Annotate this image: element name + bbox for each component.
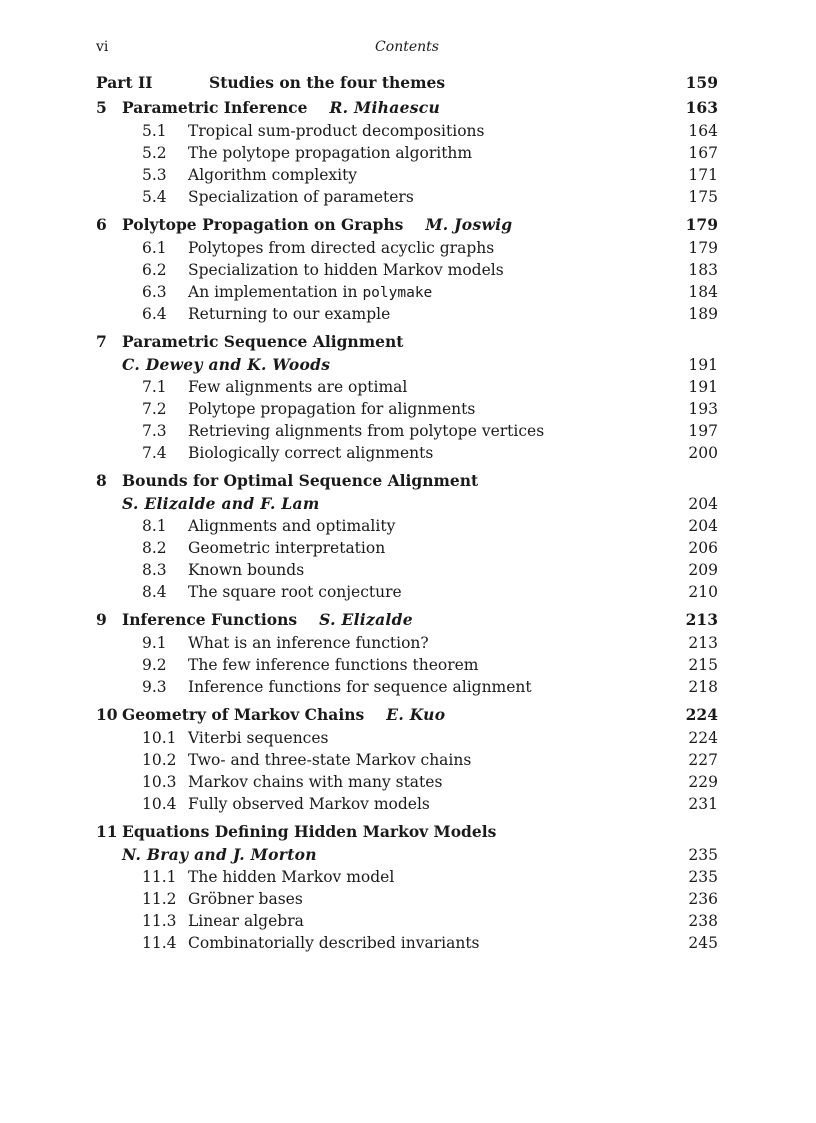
section-number: 8.2 bbox=[142, 539, 167, 557]
section-entry bbox=[96, 749, 718, 771]
section-page: 224 bbox=[688, 729, 718, 747]
chapter-number: 7 bbox=[96, 332, 107, 351]
section-number: 7.4 bbox=[142, 444, 167, 462]
section-title: Markov chains with many states bbox=[188, 773, 443, 791]
section-title: The few inference functions theorem bbox=[188, 656, 479, 674]
section-number: 10.1 bbox=[142, 729, 177, 747]
chapter-author: R. Mihaescu bbox=[329, 98, 441, 117]
section-number: 5.4 bbox=[142, 188, 167, 206]
section-entry bbox=[96, 515, 718, 537]
section-page: 200 bbox=[688, 444, 718, 462]
chapter-heading bbox=[96, 95, 718, 120]
section-number: 11.4 bbox=[142, 934, 177, 952]
section-number: 11.2 bbox=[142, 890, 177, 908]
section-page: 236 bbox=[688, 890, 718, 908]
section-title: Viterbi sequences bbox=[188, 729, 329, 747]
part-page: 159 bbox=[685, 73, 718, 92]
section-title: Inference functions for sequence alignment bbox=[188, 678, 532, 696]
section-number: 8.4 bbox=[142, 583, 167, 601]
section-number: 11.3 bbox=[142, 912, 177, 930]
chapter-page: 179 bbox=[685, 215, 718, 234]
section-page: 183 bbox=[688, 261, 718, 279]
section-entry bbox=[96, 398, 718, 420]
chapter-page: 191 bbox=[688, 356, 718, 374]
section-number: 8.1 bbox=[142, 517, 167, 535]
part-label: Part II bbox=[96, 73, 153, 92]
section-title: Polytopes from directed acyclic graphs bbox=[188, 239, 495, 257]
section-page: 209 bbox=[688, 561, 718, 579]
chapter-author: S. Elizalde and F. Lam bbox=[122, 494, 320, 513]
section-entry bbox=[96, 866, 718, 888]
section-entry bbox=[96, 537, 718, 559]
chapter-author: N. Bray and J. Morton bbox=[122, 845, 317, 864]
section-number: 7.2 bbox=[142, 400, 167, 418]
chapter-heading bbox=[96, 329, 718, 354]
section-title: Biologically correct alignments bbox=[188, 444, 434, 462]
section-entry bbox=[96, 654, 718, 676]
page-number: vi bbox=[96, 39, 109, 55]
section-page: 197 bbox=[688, 422, 718, 440]
section-title: Two- and three-state Markov chains bbox=[188, 751, 472, 769]
section-page: 229 bbox=[688, 773, 718, 791]
chapter-page: 213 bbox=[685, 610, 718, 629]
section-page: 164 bbox=[688, 122, 718, 140]
section-number: 6.1 bbox=[142, 239, 167, 257]
section-title: The square root conjecture bbox=[188, 583, 402, 601]
section-page: 189 bbox=[688, 305, 718, 323]
section-title: What is an inference function? bbox=[188, 634, 429, 652]
section-page: 193 bbox=[688, 400, 718, 418]
section-title: Specialization of parameters bbox=[188, 188, 414, 206]
section-title: Polytope propagation for alignments bbox=[188, 400, 476, 418]
section-title: Returning to our example bbox=[188, 305, 391, 323]
section-number: 9.3 bbox=[142, 678, 167, 696]
chapter-heading bbox=[96, 702, 718, 727]
section-title: Combinatorially described invariants bbox=[188, 934, 480, 952]
chapter-author: M. Joswig bbox=[425, 215, 513, 234]
section-number: 6.3 bbox=[142, 283, 167, 301]
section-number: 10.2 bbox=[142, 751, 177, 769]
section-entry bbox=[96, 559, 718, 581]
chapter-number: 8 bbox=[96, 471, 107, 490]
chapter-heading bbox=[96, 468, 718, 493]
section-number: 5.3 bbox=[142, 166, 167, 184]
chapter-author: C. Dewey and K. Woods bbox=[122, 355, 331, 374]
section-title: Specialization to hidden Markov models bbox=[188, 261, 504, 279]
section-page: 204 bbox=[688, 517, 718, 535]
section-title: Linear algebra bbox=[188, 912, 304, 930]
chapter-title: Inference Functions bbox=[122, 610, 298, 629]
section-entry bbox=[96, 281, 718, 303]
section-page: 210 bbox=[688, 583, 718, 601]
section-entry bbox=[96, 376, 718, 398]
section-page: 245 bbox=[688, 934, 718, 952]
chapter-heading bbox=[96, 212, 718, 237]
chapter-number: 6 bbox=[96, 215, 107, 234]
section-title: An implementation in bbox=[188, 283, 358, 301]
section-number: 10.4 bbox=[142, 795, 177, 813]
section-entry bbox=[96, 120, 718, 142]
chapter-title: Parametric Inference bbox=[122, 98, 308, 117]
section-entry bbox=[96, 676, 718, 698]
section-title: Alignments and optimality bbox=[188, 517, 396, 535]
section-entry bbox=[96, 793, 718, 815]
running-title: Contents bbox=[375, 39, 439, 55]
section-page: 227 bbox=[688, 751, 718, 769]
section-page: 235 bbox=[688, 868, 718, 886]
section-page: 231 bbox=[688, 795, 718, 813]
section-entry bbox=[96, 910, 718, 932]
chapter-page: 163 bbox=[685, 98, 718, 117]
section-entry bbox=[96, 771, 718, 793]
section-number: 6.4 bbox=[142, 305, 167, 323]
section-number: 9.1 bbox=[142, 634, 167, 652]
section-entry bbox=[96, 420, 718, 442]
chapter-number: 11 bbox=[96, 822, 118, 841]
section-title: Few alignments are optimal bbox=[188, 378, 408, 396]
section-page: 218 bbox=[688, 678, 718, 696]
section-title: Tropical sum-product decompositions bbox=[188, 122, 485, 140]
section-title: Fully observed Markov models bbox=[188, 795, 430, 813]
chapter-page: 204 bbox=[688, 495, 718, 513]
section-page: 213 bbox=[688, 634, 718, 652]
section-title: Retrieving alignments from polytope vertices bbox=[188, 422, 545, 440]
part-heading bbox=[96, 70, 718, 95]
chapter-author: S. Elizalde bbox=[319, 610, 413, 629]
section-entry bbox=[96, 581, 718, 603]
chapter-title: Equations Defining Hidden Markov Models bbox=[122, 822, 497, 841]
section-entry bbox=[96, 164, 718, 186]
chapter-author: E. Kuo bbox=[386, 705, 446, 724]
section-page: 184 bbox=[688, 283, 718, 301]
section-entry bbox=[96, 442, 718, 464]
section-title: Algorithm complexity bbox=[188, 166, 358, 184]
section-entry bbox=[96, 888, 718, 910]
chapter-number: 9 bbox=[96, 610, 107, 629]
section-page: 175 bbox=[688, 188, 718, 206]
section-entry bbox=[96, 303, 718, 325]
section-number: 5.2 bbox=[142, 144, 167, 162]
section-page: 215 bbox=[688, 656, 718, 674]
section-number: 11.1 bbox=[142, 868, 177, 886]
chapter-author-line bbox=[96, 493, 718, 515]
chapter-author-line bbox=[96, 844, 718, 866]
section-entry bbox=[96, 237, 718, 259]
section-page: 171 bbox=[688, 166, 718, 184]
chapter-heading bbox=[96, 607, 718, 632]
chapter-number: 5 bbox=[96, 98, 107, 117]
section-number: 7.1 bbox=[142, 378, 167, 396]
running-head bbox=[96, 38, 718, 60]
section-title: Geometric interpretation bbox=[188, 539, 386, 557]
section-number: 9.2 bbox=[142, 656, 167, 674]
section-title: Gröbner bases bbox=[188, 890, 303, 908]
chapter-number: 10 bbox=[96, 705, 118, 724]
section-entry bbox=[96, 727, 718, 749]
chapter-title: Parametric Sequence Alignment bbox=[122, 332, 404, 351]
contents-page bbox=[96, 38, 718, 954]
section-page: 191 bbox=[688, 378, 718, 396]
section-title: The hidden Markov model bbox=[188, 868, 395, 886]
section-page: 238 bbox=[688, 912, 718, 930]
section-entry bbox=[96, 259, 718, 281]
chapter-title: Bounds for Optimal Sequence Alignment bbox=[122, 471, 479, 490]
section-page: 179 bbox=[688, 239, 718, 257]
section-number: 6.2 bbox=[142, 261, 167, 279]
section-entry bbox=[96, 632, 718, 654]
section-number: 10.3 bbox=[142, 773, 177, 791]
chapter-heading bbox=[96, 819, 718, 844]
chapter-page: 224 bbox=[685, 705, 718, 724]
section-title: The polytope propagation algorithm bbox=[188, 144, 473, 162]
section-number: 5.1 bbox=[142, 122, 167, 140]
chapter-page: 235 bbox=[688, 846, 718, 864]
chapter-author-line bbox=[96, 354, 718, 376]
section-number: 7.3 bbox=[142, 422, 167, 440]
section-entry bbox=[96, 932, 718, 954]
section-title: Known bounds bbox=[188, 561, 305, 579]
chapter-title: Polytope Propagation on Graphs bbox=[122, 215, 404, 234]
section-entry bbox=[96, 186, 718, 208]
section-entry bbox=[96, 142, 718, 164]
software-name: polymake bbox=[362, 285, 433, 301]
part-title: Studies on the four themes bbox=[209, 73, 446, 92]
section-page: 206 bbox=[688, 539, 718, 557]
section-page: 167 bbox=[688, 144, 718, 162]
chapter-title: Geometry of Markov Chains bbox=[122, 705, 365, 724]
section-number: 8.3 bbox=[142, 561, 167, 579]
